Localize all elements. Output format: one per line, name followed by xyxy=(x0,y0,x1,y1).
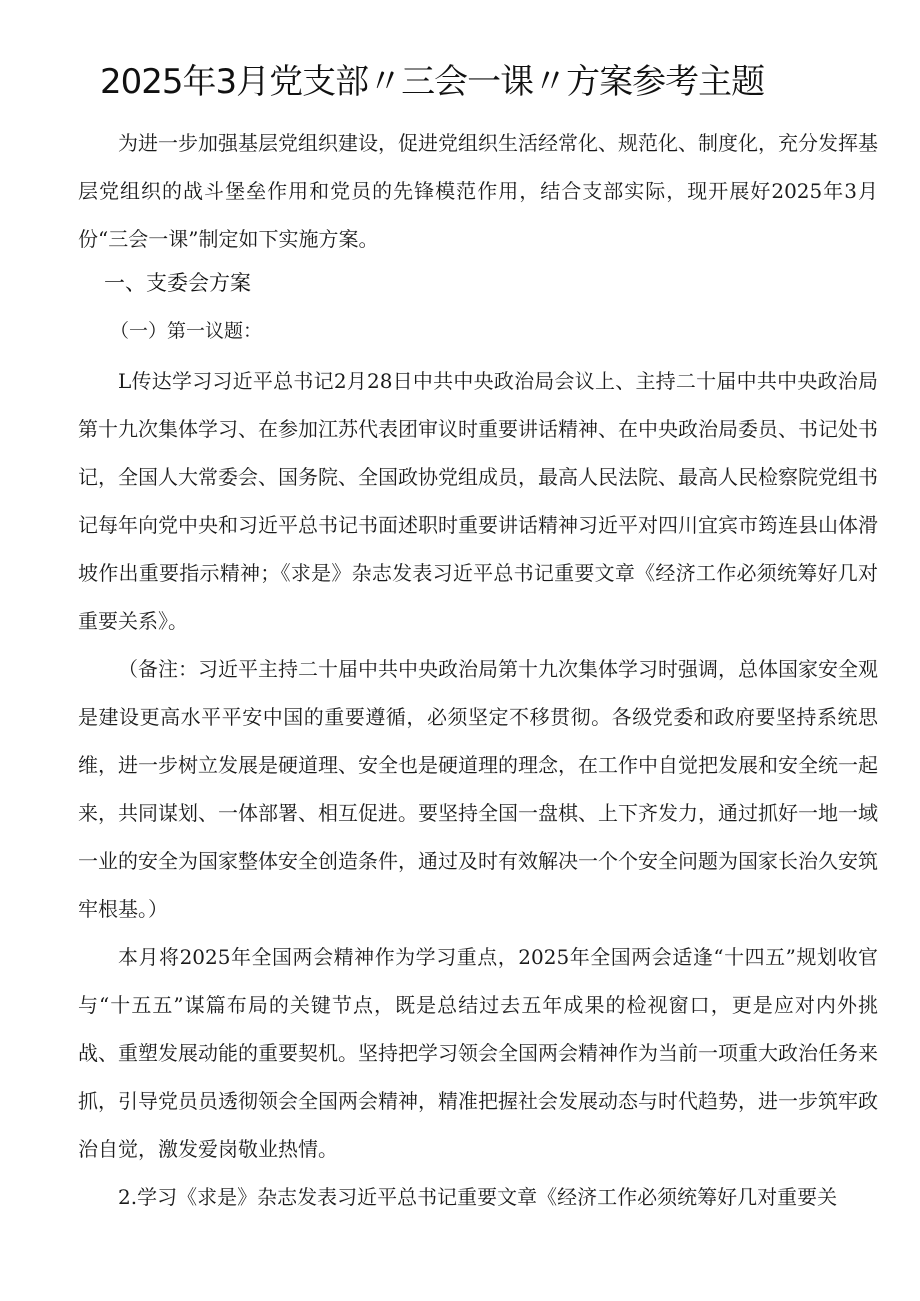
item-2-paragraph: 2.学习《求是》杂志发表习近平总书记重要文章《经济工作必须统筹好几对重要关 xyxy=(118,1185,838,1209)
section-heading-branch-committee: 一、支委会方案 xyxy=(104,271,251,295)
document-title: 2025年3月党支部〃三会一课〃方案参考主题 xyxy=(100,62,765,102)
study-focus-paragraph: 本月将2025年全国两会精神作为学习重点，2025年全国两会适逢“十四五”规划收官与“十五五”谋篇布局的关键节点，既是总结过去五年成果的检视窗口，更是应对内外挑战、重塑发展动能的重要契机。坚持把学习领会全国两会精神作为当前一项重大政治任务来抓，引导党员员透彻领会全国两会精神，精准把握社会发展动态与时代趋势，进一步筑牢政治自觉，激发爱岗敬业热情。 xyxy=(78,945,878,1161)
item-1-paragraph: L传达学习习近平总书记2月28日中共中央政治局会议上、主持二十届中共中央政治局第十九次集体学习、在参加江苏代表团审议时重要讲话精神、在中央政治局委员、书记处书记，全国人大常委会、国务院、全国政协党组成员，最高人民法院、最高人民检察院党组书记每年向党中央和习近平总书记书面述职时重要讲话精神习近平对四川宜宾市筠连县山体滑坡作出重要指示精神；《求是》杂志发表习近平总书记重要文章《经济工作必须统筹好几对重要关系》。 xyxy=(78,369,878,633)
intro-paragraph: 为进一步加强基层党组织建设，促进党组织生活经常化、规范化、制度化，充分发挥基层党组织的战斗堡垒作用和党员的先锋模范作用，结合支部实际，现开展好2025年3月份“三会一课”制定如下实施方案。 xyxy=(78,131,878,251)
note-paragraph: （备注：习近平主持二十届中共中央政治局第十九次集体学习时强调，总体国家安全观是建设更高水平平安中国的重要遵循，必须坚定不移贯彻。各级党委和政府要坚持系统思维，进一步树立发展是硬道理、安全也是硬道理的理念，在工作中自觉把发展和安全统一起来，共同谋划、一体部署、相互促进。要坚持全国一盘棋、上下齐发力，通过抓好一地一域一业的安全为国家整体安全创造条件，通过及时有效解决一个个安全问题为国家长治久安筑牢根基。） xyxy=(78,657,878,921)
subsection-heading-first-topic: （一）第一议题： xyxy=(110,320,263,342)
